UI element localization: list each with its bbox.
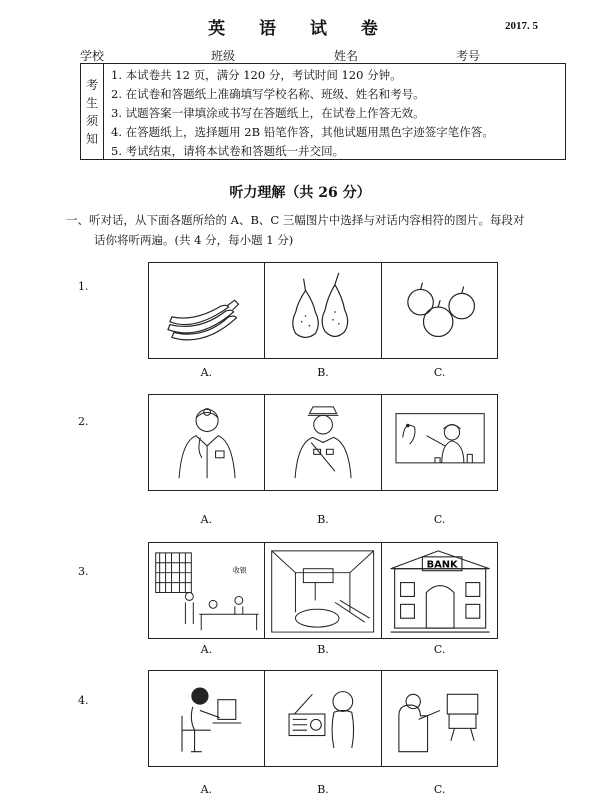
option-a-label[interactable]: A. [200,643,213,656]
library-image [149,543,264,638]
notice-heading-char: 考 [85,77,98,92]
option-a-image[interactable] [149,263,265,358]
question-number: 3. [78,565,89,578]
doctor-image [149,395,264,490]
instruction-line: 一、听对话，从下面各题所给的 A、B、C 三幅图片中选择与对话内容相符的图片。每段对 [66,213,525,227]
tv-watcher-image [382,671,497,766]
name-field[interactable] [334,47,443,64]
section-title: 听力理解（共 26 分） [229,185,371,201]
exam-number-field[interactable] [456,47,562,64]
question-3-images [148,542,498,639]
question-1-images [148,262,498,359]
option-c-label[interactable]: C. [433,643,446,656]
question-number: 1. [78,280,89,293]
bananas-image [149,263,264,358]
notice-item: 3. 试题答案一律填涂或书写在答题纸上，在试卷上作答无效。 [111,106,425,120]
option-c-image[interactable] [382,395,497,490]
notice-item: 5. 考试结束，请将本试卷和答题纸一并交回。 [111,144,345,158]
option-b-label[interactable]: B. [317,783,329,796]
police-officer-image [265,395,380,490]
question-number: 2. [78,415,89,428]
notice-heading-char: 生 [85,95,98,110]
option-b-image[interactable] [265,263,381,358]
question-4-images [148,670,498,767]
option-a-image[interactable] [149,543,265,638]
option-b-label[interactable]: B. [317,643,329,656]
radio-listener-image [265,671,380,766]
option-a-image[interactable] [149,395,265,490]
option-c-label[interactable]: C. [433,783,446,796]
option-b-label[interactable]: B. [317,366,329,379]
question-2-options [148,513,498,526]
option-a-image[interactable] [149,671,265,766]
library-sign: 收银 [232,566,247,575]
notice-item: 4. 在答题纸上，选择题用 2B 铅笔作答，其他试题用黑色字迹签字笔作答。 [111,125,494,139]
notice-heading [81,64,104,159]
option-a-label[interactable]: A. [200,513,213,526]
option-b-label[interactable]: B. [317,513,329,526]
option-a-label[interactable]: A. [200,783,213,796]
notice-heading-char: 须 [85,113,98,128]
option-b-image[interactable] [265,395,381,490]
name-label: 姓名 [334,49,359,63]
computer-user-image [149,671,264,766]
bank-sign: BANK [426,559,458,571]
exam-date: 2017. 5 [505,20,538,32]
notice-list [111,66,494,161]
question-3-options [148,643,498,656]
notice-box [80,63,566,160]
option-c-label[interactable]: C. [433,513,446,526]
question-1-options [148,366,498,379]
option-c-image[interactable] [382,263,497,358]
notice-heading-char: 知 [85,131,98,146]
pears-image [265,263,380,358]
exam-number-label: 考号 [456,49,481,63]
question-4-options [148,783,498,796]
option-c-image[interactable] [382,671,497,766]
option-b-image[interactable] [265,543,381,638]
notice-item: 2. 在试卷和答题纸上准确填写学校名称、班级、姓名和考号。 [111,87,425,101]
question-number: 4. [78,694,89,707]
gym-image [265,543,380,638]
school-field[interactable] [80,47,188,64]
bank-image [382,543,497,638]
question-2-images [148,394,498,491]
teacher-image [382,395,497,490]
instruction-line: 话你将听两遍。(共 4 分，每小题 1 分) [94,233,294,247]
apples-image [382,263,497,358]
option-a-label[interactable]: A. [200,366,213,379]
option-c-label[interactable]: C. [433,366,446,379]
page-title: 英 语 试 卷 [208,19,392,39]
option-b-image[interactable] [265,671,381,766]
class-label: 班级 [211,49,236,63]
option-c-image[interactable] [382,543,497,638]
section-instruction [66,210,586,250]
notice-item: 1. 本试卷共 12 页，满分 120 分，考试时间 120 分钟。 [111,68,402,82]
class-field[interactable] [211,47,320,64]
school-label: 学校 [80,49,105,63]
